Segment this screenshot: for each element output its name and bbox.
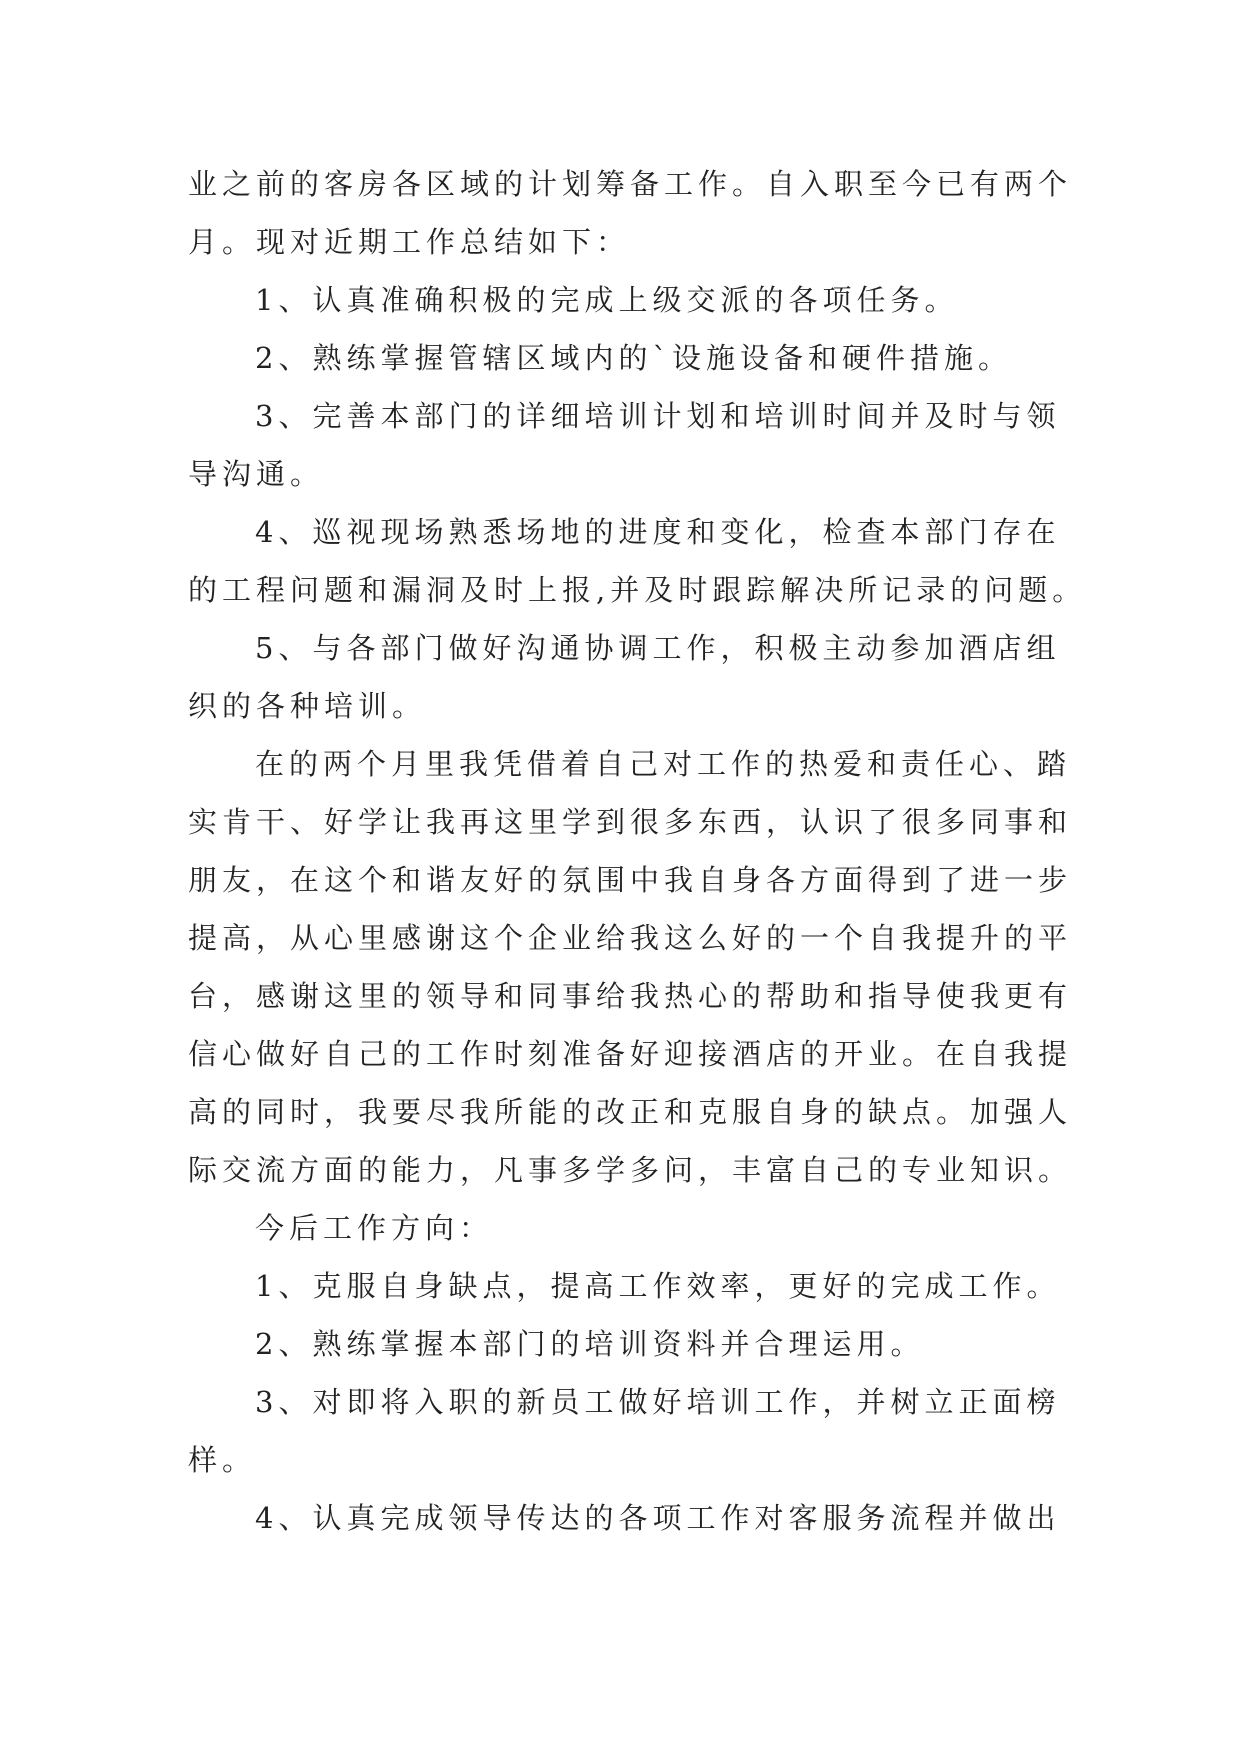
- text-line: 提高，从心里感谢这个企业给我这么好的一个自我提升的平: [188, 921, 1073, 955]
- text-line: 业之前的客房各区域的计划筹备工作。自入职至今已有两个: [188, 167, 1073, 201]
- text-line: 高的同时，我要尽我所能的改正和克服自身的缺点。加强人: [188, 1095, 1073, 1129]
- list-item: 4、认真完成领导传达的各项工作对客服务流程并做出: [255, 1501, 1061, 1535]
- list-item: 2、熟练掌握本部门的培训资料并合理运用。: [255, 1327, 925, 1361]
- list-item: 4、巡视现场熟悉场地的进度和变化，检查本部门存在: [255, 515, 1061, 549]
- text-line: 导沟通。: [188, 457, 325, 491]
- text-line: 实肯干、好学让我再这里学到很多东西，认识了很多同事和: [188, 805, 1073, 839]
- section-heading: 今后工作方向：: [255, 1211, 494, 1245]
- list-item: 2、熟练掌握管辖区域内的`设施设备和硬件措施。: [255, 341, 1012, 375]
- document-body: [188, 155, 1087, 1547]
- text-line: 信心做好自己的工作时刻准备好迎接酒店的开业。在自我提: [188, 1037, 1073, 1071]
- text-line: 际交流方面的能力，凡事多学多问，丰富自己的专业知识。: [188, 1153, 1073, 1187]
- text-line: 月。现对近期工作总结如下：: [188, 225, 631, 259]
- list-item: 5、与各部门做好沟通协调工作，积极主动参加酒店组: [255, 631, 1061, 665]
- text-line: 的工程问题和漏洞及时上报,并及时跟踪解决所记录的问题。: [188, 573, 1087, 607]
- list-item: 1、认真准确积极的完成上级交派的各项任务。: [255, 283, 959, 317]
- text-line: 台，感谢这里的领导和同事给我热心的帮助和指导使我更有: [188, 979, 1073, 1013]
- list-item: 3、完善本部门的详细培训计划和培训时间并及时与领: [255, 399, 1061, 433]
- text-line: 朋友，在这个和谐友好的氛围中我自身各方面得到了进一步: [188, 863, 1073, 897]
- paragraph-start: 在的两个月里我凭借着自己对工作的热爱和责任心、踏: [255, 747, 1072, 781]
- list-item: 3、对即将入职的新员工做好培训工作，并树立正面榜: [255, 1385, 1061, 1419]
- list-item: 1、克服自身缺点，提高工作效率，更好的完成工作。: [255, 1269, 1061, 1303]
- text-line: 织的各种培训。: [188, 689, 427, 723]
- text-line: 样。: [188, 1443, 257, 1477]
